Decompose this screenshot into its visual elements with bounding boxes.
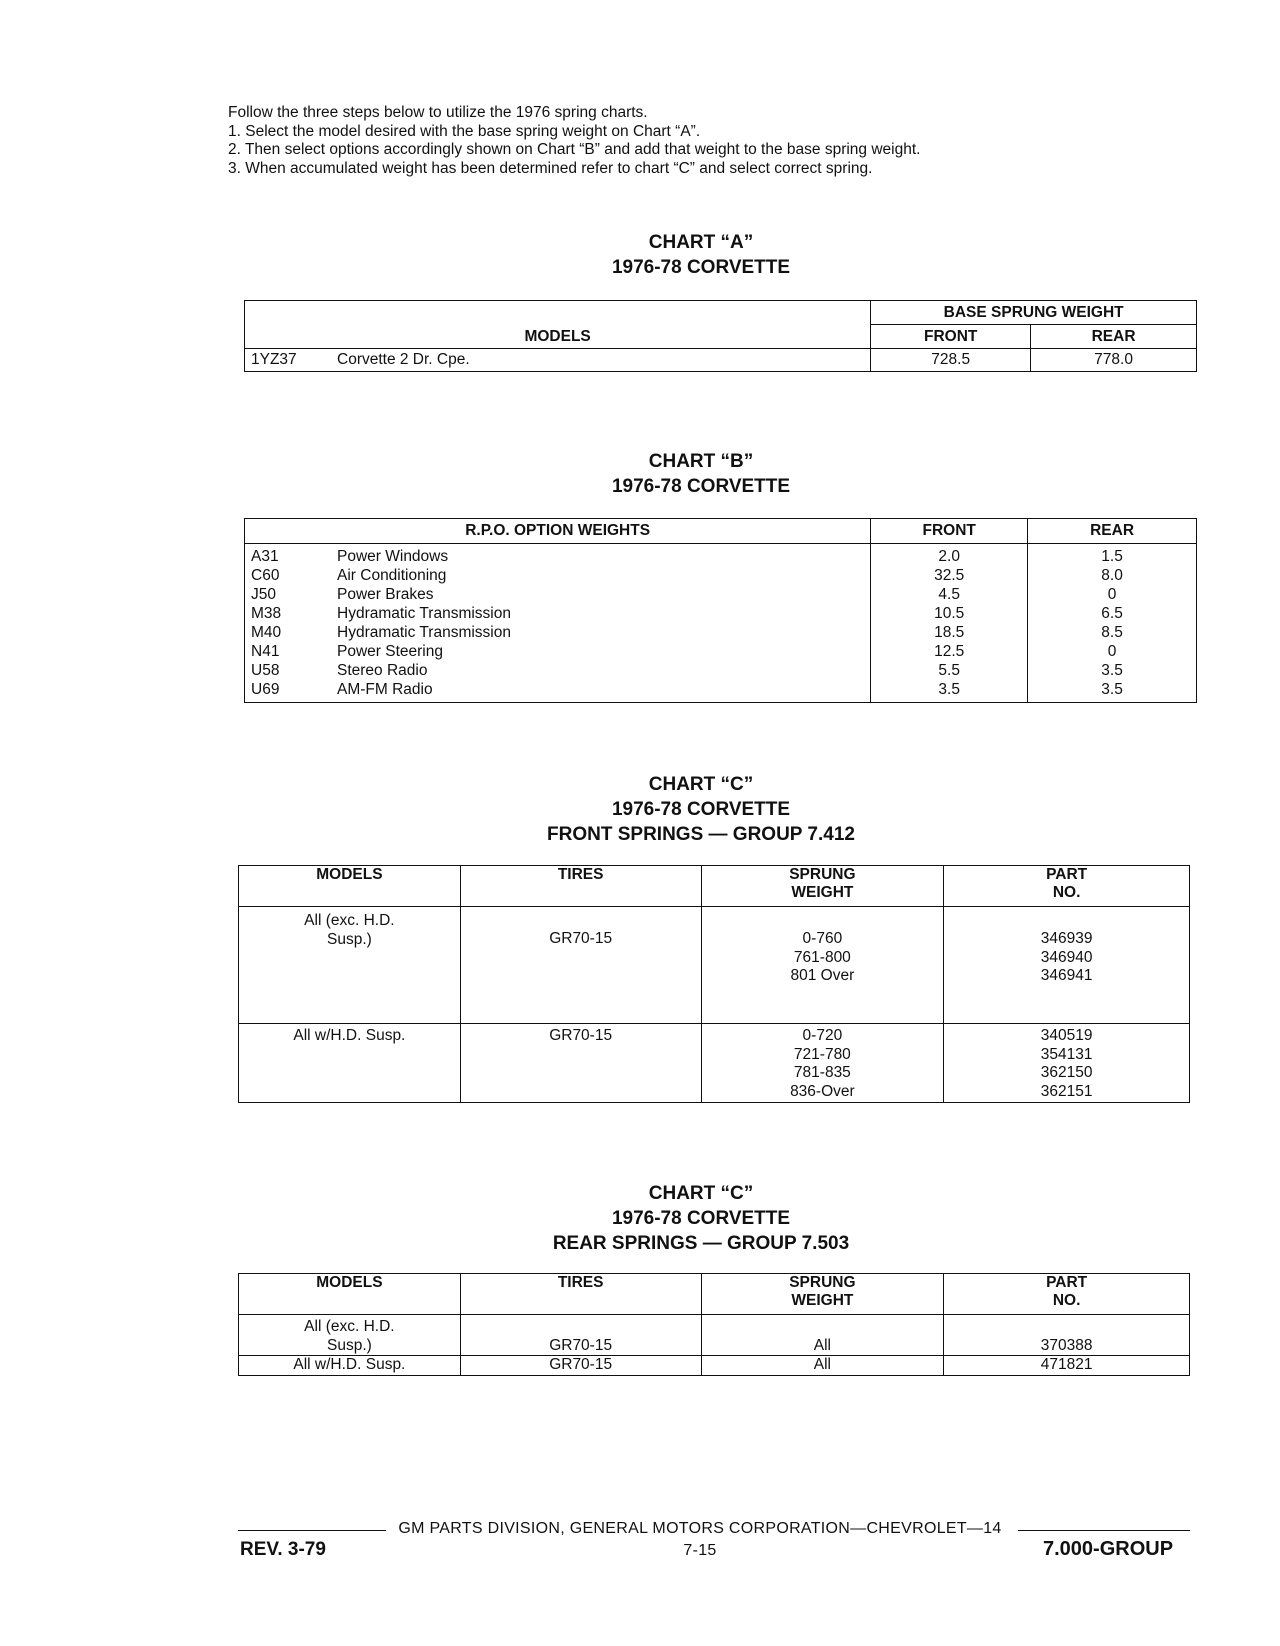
weight-range: 0-720 xyxy=(802,1027,843,1044)
models-cell xyxy=(239,1024,461,1103)
chart-a-title: CHART “A” xyxy=(648,232,754,253)
front-weight: 728.5 xyxy=(871,349,1031,372)
header-models: MODELS xyxy=(239,866,461,907)
part-no-cell: 370388 xyxy=(944,1315,1190,1356)
chart-b-header-front: FRONT xyxy=(871,519,1028,544)
part-number: 354131 xyxy=(1040,1045,1093,1063)
front-weight: 2.0 xyxy=(871,544,1028,567)
chart-c-front-title: CHART “C” xyxy=(648,774,754,795)
footer-center xyxy=(380,1518,1020,1562)
header-sprung-weight-line-1: SPRUNG xyxy=(789,1274,856,1291)
header-part-no-line-2: NO. xyxy=(1052,1292,1081,1309)
header-tires: TIRES xyxy=(460,1274,701,1315)
chart-c-rear-subtitle: 1976-78 CORVETTE xyxy=(611,1208,791,1229)
chart-c-rear-title: CHART “C” xyxy=(648,1183,754,1204)
weight-range: 0-760 xyxy=(802,930,843,947)
tires-cell: GR70-15 xyxy=(460,1315,701,1356)
part-number: 340519 xyxy=(1040,1027,1093,1044)
chart-b-title: CHART “B” xyxy=(648,451,754,472)
table-row xyxy=(245,585,1197,604)
intro-line: Follow the three steps below to utilize the 1976 spring charts. xyxy=(228,104,648,121)
rear-weight: 3.5 xyxy=(1028,661,1197,680)
chart-a-header-models: MODELS xyxy=(245,301,871,349)
part-no-cell xyxy=(944,1024,1190,1103)
sprung-weight-cell: All xyxy=(701,1315,944,1356)
table-row xyxy=(239,907,1190,1024)
option-name: AM-FM Radio xyxy=(337,681,433,698)
table-row xyxy=(245,680,1197,703)
front-weight: 4.5 xyxy=(871,585,1028,604)
tires-cell: GR70-15 xyxy=(460,1024,701,1103)
chart-a-header-front: FRONT xyxy=(871,325,1031,349)
rpo-code: U69 xyxy=(251,681,280,698)
model-line-2: Susp.) xyxy=(326,930,372,948)
intro-step-2: 2. Then select options accordingly shown on Chart “B” and add that weight to the base spring weight. xyxy=(228,141,921,159)
chart-c-rear-heading xyxy=(0,1181,1280,1256)
chart-b-table xyxy=(244,518,1197,703)
rear-weight: 778.0 xyxy=(1031,349,1197,372)
rear-weight: 8.0 xyxy=(1028,566,1197,585)
chart-c-front-subtitle: 1976-78 CORVETTE xyxy=(611,799,791,820)
header-part-no xyxy=(944,866,1190,907)
front-weight: 18.5 xyxy=(871,623,1028,642)
header-part-no xyxy=(944,1274,1190,1315)
header-sprung-weight-line-2: WEIGHT xyxy=(791,884,854,901)
table-row xyxy=(239,1024,1190,1103)
option-name: Power Steering xyxy=(337,643,443,660)
footer-rule-right xyxy=(1018,1530,1190,1531)
model-line-1: All (exc. H.D. xyxy=(304,1318,395,1335)
intro-step-3: 3. When accumulated weight has been determined refer to chart “C” and select correct spring. xyxy=(228,159,873,177)
rpo-code: M38 xyxy=(251,605,282,622)
header-part-no-line-2: NO. xyxy=(1052,884,1081,901)
group-label: 7.000-GROUP xyxy=(1043,1538,1174,1560)
intro-instructions xyxy=(228,104,1088,178)
chart-b-heading xyxy=(0,449,1280,499)
table-row xyxy=(245,566,1197,585)
weight-range: 836-Over xyxy=(790,1082,855,1100)
rear-weight: 6.5 xyxy=(1028,604,1197,623)
chart-b-header-rear: REAR xyxy=(1028,519,1197,544)
option-name: Hydramatic Transmission xyxy=(337,624,511,641)
part-number: 346941 xyxy=(1040,967,1093,984)
rpo-code: N41 xyxy=(251,643,280,660)
sprung-weight-cell: All xyxy=(701,1356,944,1376)
chart-c-rear-table xyxy=(238,1273,1190,1376)
rear-weight: 8.5 xyxy=(1028,623,1197,642)
chart-a-heading xyxy=(0,230,1280,280)
header-models: MODELS xyxy=(239,1274,461,1315)
footer-division: GM PARTS DIVISION, GENERAL MOTORS CORPORATION—CHEVROLET—14 xyxy=(398,1520,1002,1537)
front-weight: 3.5 xyxy=(871,680,1028,703)
part-number: 346940 xyxy=(1040,948,1093,966)
chart-b-subtitle: 1976-78 CORVETTE xyxy=(611,476,791,497)
option-name: Air Conditioning xyxy=(337,567,447,584)
header-sprung-weight xyxy=(701,1274,944,1315)
front-weight: 32.5 xyxy=(871,566,1028,585)
header-sprung-weight xyxy=(701,866,944,907)
page-number: 7-15 xyxy=(683,1542,717,1559)
table-row xyxy=(245,349,1197,372)
header-part-no-line-1: PART xyxy=(1046,1274,1088,1291)
table-row xyxy=(245,642,1197,661)
models-cell: All w/H.D. Susp. xyxy=(239,1356,461,1376)
rear-weight: 3.5 xyxy=(1028,680,1197,703)
tires-cell: GR70-15 xyxy=(460,1356,701,1376)
tires-cell: GR70-15 xyxy=(460,907,701,1024)
header-sprung-weight-line-2: WEIGHT xyxy=(791,1292,854,1309)
chart-c-front-group: FRONT SPRINGS — GROUP 7.412 xyxy=(547,824,855,845)
weight-range: 721-780 xyxy=(793,1045,851,1063)
rear-weight: 1.5 xyxy=(1028,544,1197,567)
part-no-cell xyxy=(944,907,1190,1024)
header-sprung-weight-line-1: SPRUNG xyxy=(789,866,856,883)
chart-a-subtitle: 1976-78 CORVETTE xyxy=(611,257,791,278)
table-row xyxy=(245,544,1197,567)
weight-range: 761-800 xyxy=(793,948,851,966)
sprung-weight-cell xyxy=(701,907,944,1024)
chart-c-front-heading xyxy=(0,772,1280,847)
rpo-code: U58 xyxy=(251,662,280,679)
option-name: Power Windows xyxy=(337,548,449,565)
chart-a-header-base-weight: BASE SPRUNG WEIGHT xyxy=(871,301,1197,325)
table-row xyxy=(239,1315,1190,1356)
chart-b-header-options: R.P.O. OPTION WEIGHTS xyxy=(245,519,871,544)
table-row xyxy=(245,623,1197,642)
option-name: Stereo Radio xyxy=(337,662,428,679)
chart-c-rear-group: REAR SPRINGS — GROUP 7.503 xyxy=(552,1233,850,1254)
chart-c-front-table xyxy=(238,865,1190,1103)
model-line-1: All (exc. H.D. xyxy=(304,912,395,929)
models-cell xyxy=(239,1315,461,1356)
table-row xyxy=(245,661,1197,680)
header-part-no-line-1: PART xyxy=(1046,866,1088,883)
footer-rule-left xyxy=(238,1530,386,1531)
sprung-weight-cell xyxy=(701,1024,944,1103)
chart-a-table xyxy=(244,300,1197,372)
front-weight: 12.5 xyxy=(871,642,1028,661)
table-row xyxy=(239,1356,1190,1376)
rpo-code: A31 xyxy=(251,548,279,565)
model-line-1: All w/H.D. Susp. xyxy=(293,1027,406,1044)
weight-range: 801 Over xyxy=(790,967,855,984)
rpo-code: C60 xyxy=(251,567,280,584)
option-name: Hydramatic Transmission xyxy=(337,605,511,622)
revision-label: REV. 3-79 xyxy=(240,1539,326,1560)
weight-range: 781-835 xyxy=(793,1064,851,1081)
front-weight: 5.5 xyxy=(871,661,1028,680)
option-name: Power Brakes xyxy=(337,586,434,603)
part-number: 362151 xyxy=(1040,1082,1093,1100)
rear-weight: 0 xyxy=(1028,642,1197,661)
front-weight: 10.5 xyxy=(871,604,1028,623)
rpo-code: M40 xyxy=(251,624,282,641)
models-cell xyxy=(239,907,461,1024)
part-no-cell: 471821 xyxy=(944,1356,1190,1376)
model-line-2: Susp.) xyxy=(326,1336,372,1354)
model-code: 1YZ37 xyxy=(251,351,297,368)
chart-a-header-rear: REAR xyxy=(1031,325,1197,349)
part-number: 346939 xyxy=(1040,930,1093,947)
table-row xyxy=(245,604,1197,623)
rpo-code: J50 xyxy=(251,586,276,603)
rear-weight: 0 xyxy=(1028,585,1197,604)
part-number: 362150 xyxy=(1040,1064,1093,1081)
intro-step-1: 1. Select the model desired with the base spring weight on Chart “A”. xyxy=(228,122,701,140)
model-name: Corvette 2 Dr. Cpe. xyxy=(337,351,470,368)
header-tires: TIRES xyxy=(460,866,701,907)
